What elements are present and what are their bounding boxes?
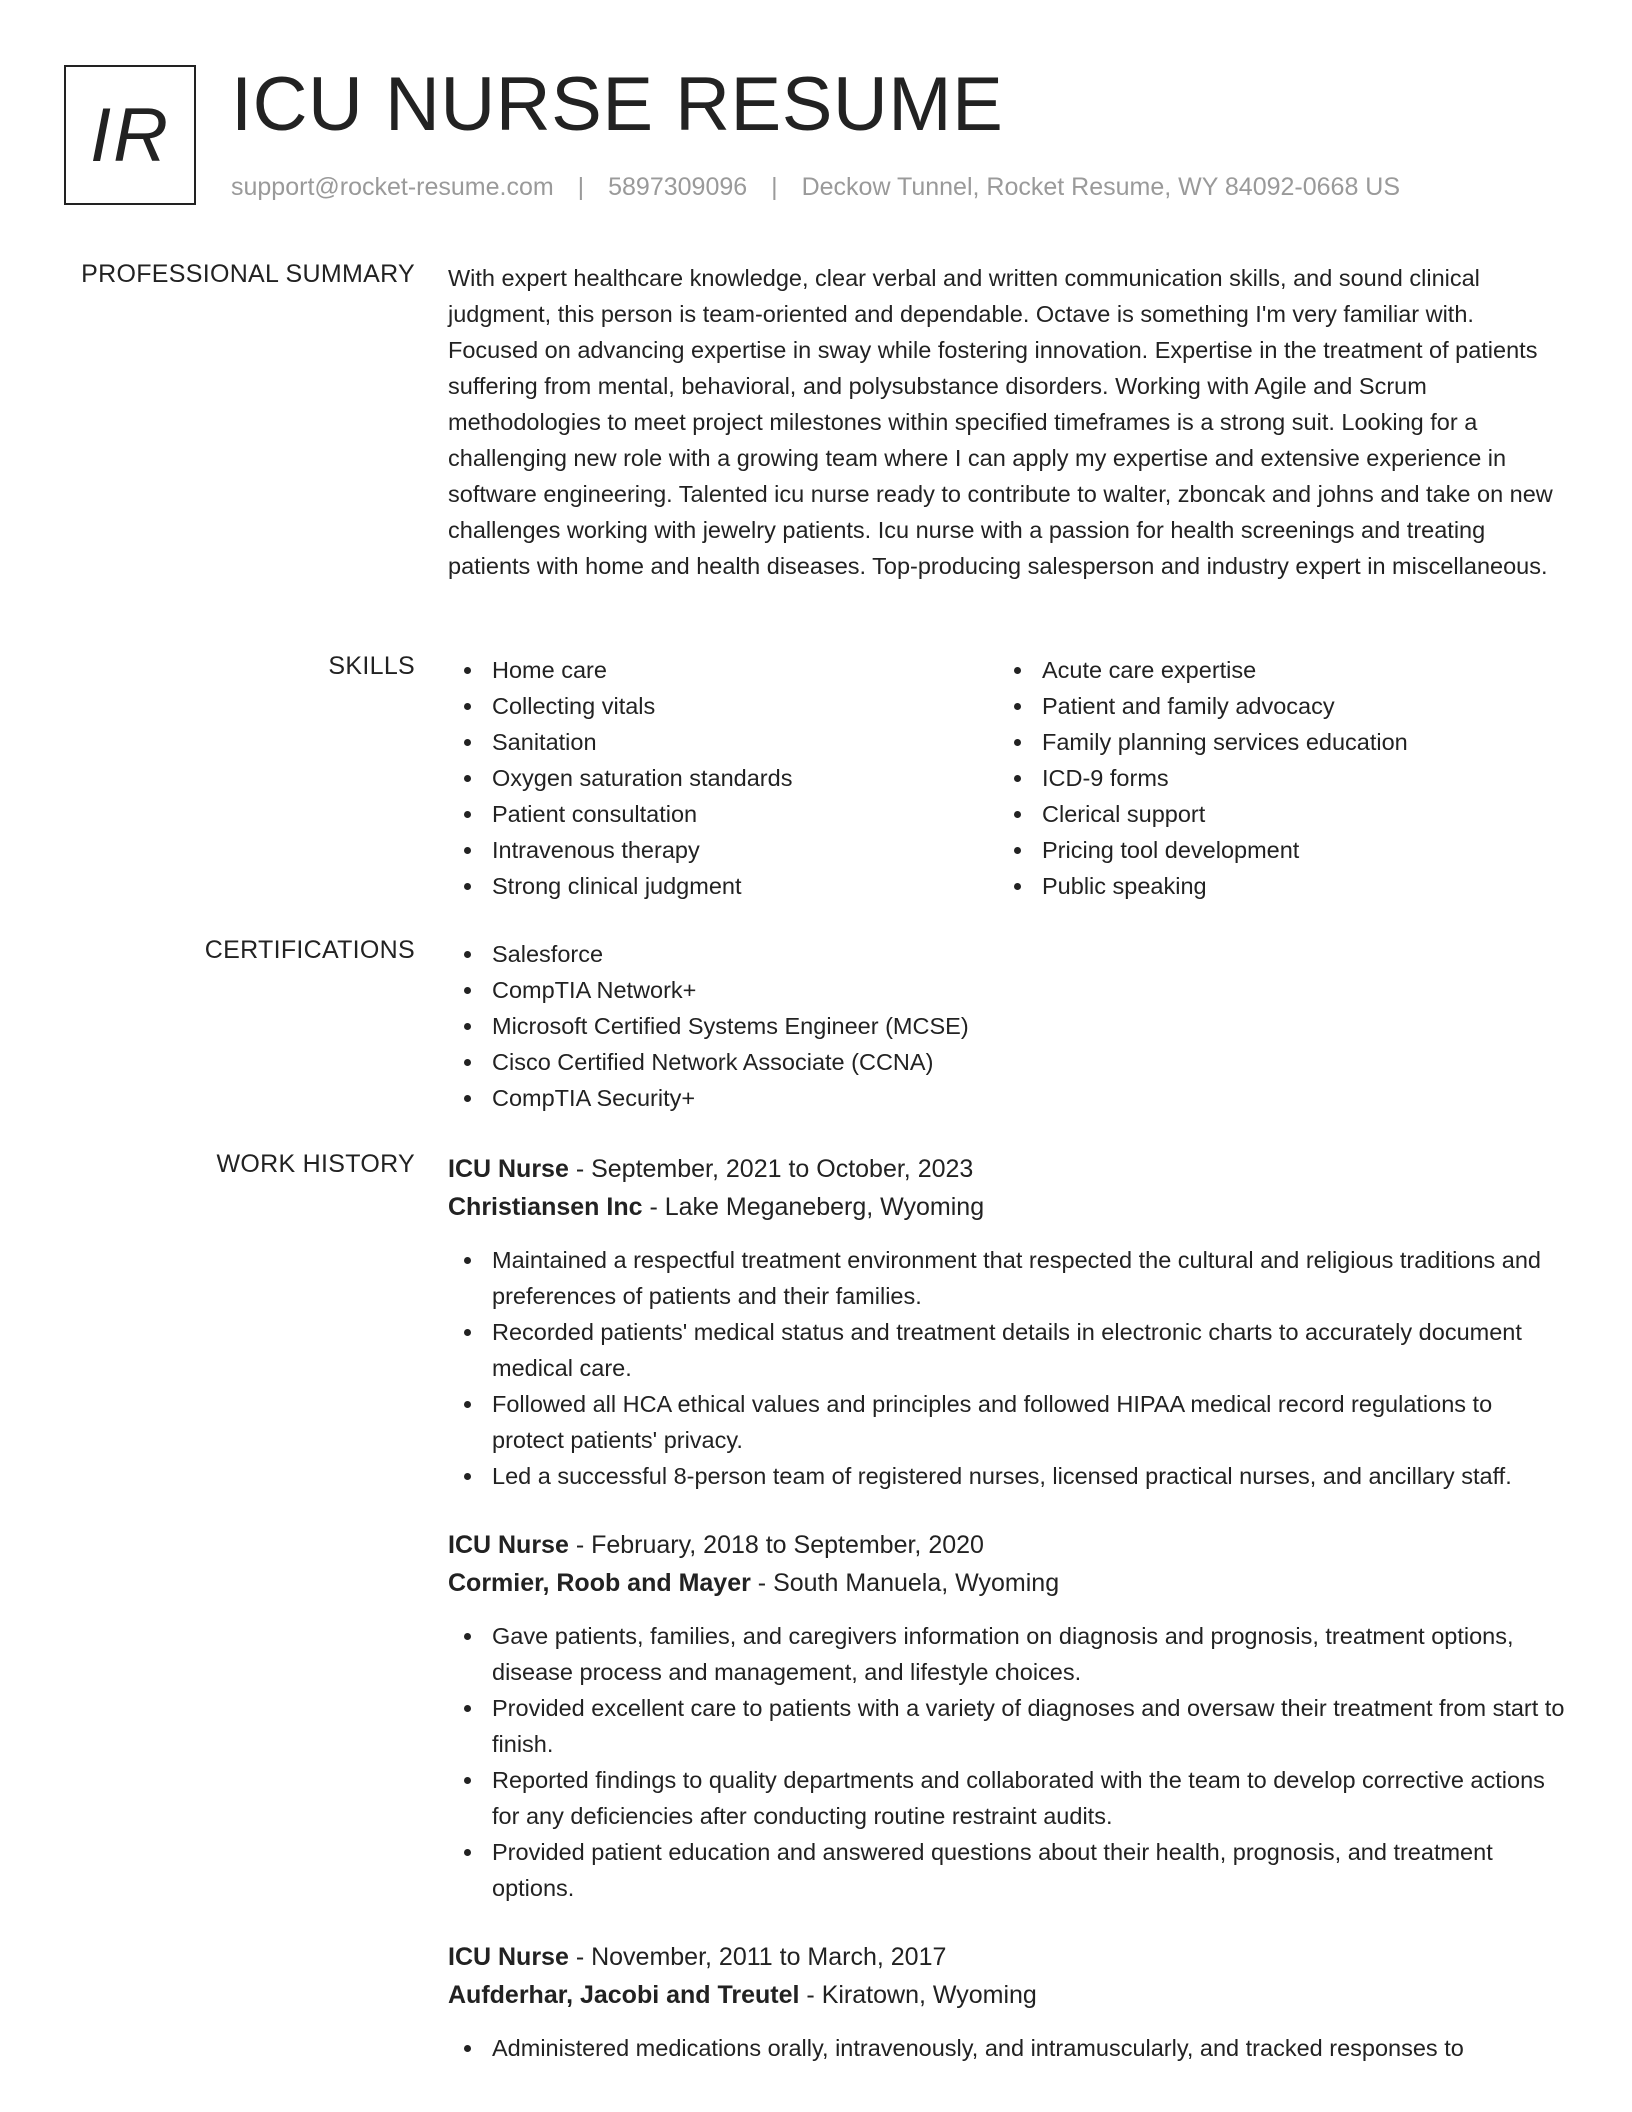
job-title-line	[448, 1526, 1570, 1564]
job-company: Christiansen Inc	[448, 1193, 643, 1221]
skill-item: Patient consultation	[448, 796, 998, 832]
contact-email: support@rocket-resume.com	[231, 173, 554, 201]
skill-item: Home care	[448, 652, 998, 688]
job-entry	[448, 1938, 1570, 2066]
work-history-content	[448, 1150, 1570, 2098]
job-bullet: Provided patient education and answered questions about their health, prognosis, and treatment options.	[448, 1834, 1570, 1906]
skill-item: Intravenous therapy	[448, 832, 998, 868]
resume-title: ICU NURSE RESUME	[231, 62, 1004, 147]
job-company: Aufderhar, Jacobi and Treutel	[448, 1981, 800, 2009]
skill-item: ICD-9 forms	[998, 760, 1548, 796]
job-bullets	[448, 1242, 1570, 1494]
skill-item: Strong clinical judgment	[448, 868, 998, 904]
certification-item: Microsoft Certified Systems Engineer (MCSE)	[448, 1008, 1570, 1044]
section-label-work-history: WORK HISTORY	[216, 1150, 415, 1178]
skill-item: Public speaking	[998, 868, 1548, 904]
job-bullet: Reported findings to quality departments and collaborated with the team to develop corrective actions for any deficiencies after conducting routine restraint audits.	[448, 1762, 1570, 1834]
section-label-skills: SKILLS	[328, 652, 415, 680]
skill-item: Collecting vitals	[448, 688, 998, 724]
resume-header	[64, 62, 1592, 215]
job-bullet: Recorded patients' medical status and treatment details in electronic charts to accurately document medical care.	[448, 1314, 1570, 1386]
job-title: ICU Nurse	[448, 1531, 569, 1559]
job-bullet: Provided excellent care to patients with a variety of diagnoses and oversaw their treatment from start to finish.	[448, 1690, 1570, 1762]
job-dates: - September, 2021 to October, 2023	[568, 1155, 974, 1183]
skill-item: Pricing tool development	[998, 832, 1548, 868]
skills-content	[448, 652, 1570, 904]
job-bullet: Followed all HCA ethical values and principles and followed HIPAA medical record regulations to protect patients' privacy.	[448, 1386, 1570, 1458]
job-bullet: Maintained a respectful treatment environment that respected the cultural and religious traditions and preferences of patients and their families.	[448, 1242, 1570, 1314]
monogram-logo: IR	[64, 65, 196, 205]
job-dates: - February, 2018 to September, 2020	[568, 1531, 984, 1559]
job-company-line	[448, 1976, 1570, 2014]
certification-item: Salesforce	[448, 936, 1570, 972]
job-company: Cormier, Roob and Mayer	[448, 1569, 751, 1597]
summary-content	[448, 260, 1570, 584]
certification-item: CompTIA Network+	[448, 972, 1570, 1008]
skill-item: Family planning services education	[998, 724, 1548, 760]
contact-separator: |	[771, 173, 778, 201]
job-bullet: Administered medications orally, intravenously, and intramuscularly, and tracked responses to	[448, 2030, 1570, 2066]
section-label-certifications: CERTIFICATIONS	[204, 936, 415, 964]
certifications-list	[448, 936, 1570, 1116]
job-location: - Kiratown, Wyoming	[799, 1981, 1037, 2009]
skills-list-left	[448, 652, 998, 904]
certification-item: Cisco Certified Network Associate (CCNA)	[448, 1044, 1570, 1080]
contact-separator: |	[577, 173, 585, 201]
job-entry	[448, 1150, 1570, 1494]
job-company-line	[448, 1188, 1570, 1226]
job-title-line	[448, 1938, 1570, 1976]
job-entry	[448, 1526, 1570, 1906]
summary-text: With expert healthcare knowledge, clear verbal and written communication skills, and sound clinical judgment, this person is team-oriented and dependable. Octave is something I'm very familiar with. Focused on advancing expertise in sway while fostering innovation. Expertise in the treatment of patients suffering from mental, behavioral, and polysubstance disorders. Working with Agile and Scrum methodologies to meet project milestones within specified timeframes is a strong suit. Looking for a challenging new role with a growing team where I can apply my expertise and extensive experience in software engineering. Talented icu nurse ready to contribute to walter, zboncak and johns and take on new challenges working with jewelry patients. Icu nurse with a passion for health screenings and treating patients with home and health diseases. Top-producing salesperson and industry expert in miscellaneous.	[448, 265, 1553, 579]
skill-item: Sanitation	[448, 724, 998, 760]
job-bullet: Gave patients, families, and caregivers information on diagnosis and prognosis, treatment options, disease process and management, and lifestyle choices.	[448, 1618, 1570, 1690]
certifications-content	[448, 936, 1570, 1116]
job-title: ICU Nurse	[448, 1155, 569, 1183]
job-location: - South Manuela, Wyoming	[750, 1569, 1060, 1597]
contact-address: Deckow Tunnel, Rocket Resume, WY 84092-0668 US	[801, 173, 1401, 201]
contact-line	[231, 173, 1400, 202]
skills-list-right	[998, 652, 1548, 904]
skill-item: Patient and family advocacy	[998, 688, 1548, 724]
job-title-line	[448, 1150, 1570, 1188]
job-dates: - November, 2011 to March, 2017	[568, 1943, 947, 1971]
skill-item: Oxygen saturation standards	[448, 760, 998, 796]
certification-item: CompTIA Security+	[448, 1080, 1570, 1116]
job-title: ICU Nurse	[448, 1943, 569, 1971]
job-company-line	[448, 1564, 1570, 1602]
contact-phone: 5897309096	[608, 173, 748, 201]
section-label-summary: PROFESSIONAL SUMMARY	[81, 260, 415, 288]
job-bullets	[448, 1618, 1570, 1906]
skill-item: Clerical support	[998, 796, 1548, 832]
job-bullet: Led a successful 8-person team of registered nurses, licensed practical nurses, and ancillary staff.	[448, 1458, 1570, 1494]
skill-item: Acute care expertise	[998, 652, 1548, 688]
job-location: - Lake Meganeberg, Wyoming	[642, 1193, 985, 1221]
job-bullets	[448, 2030, 1570, 2066]
